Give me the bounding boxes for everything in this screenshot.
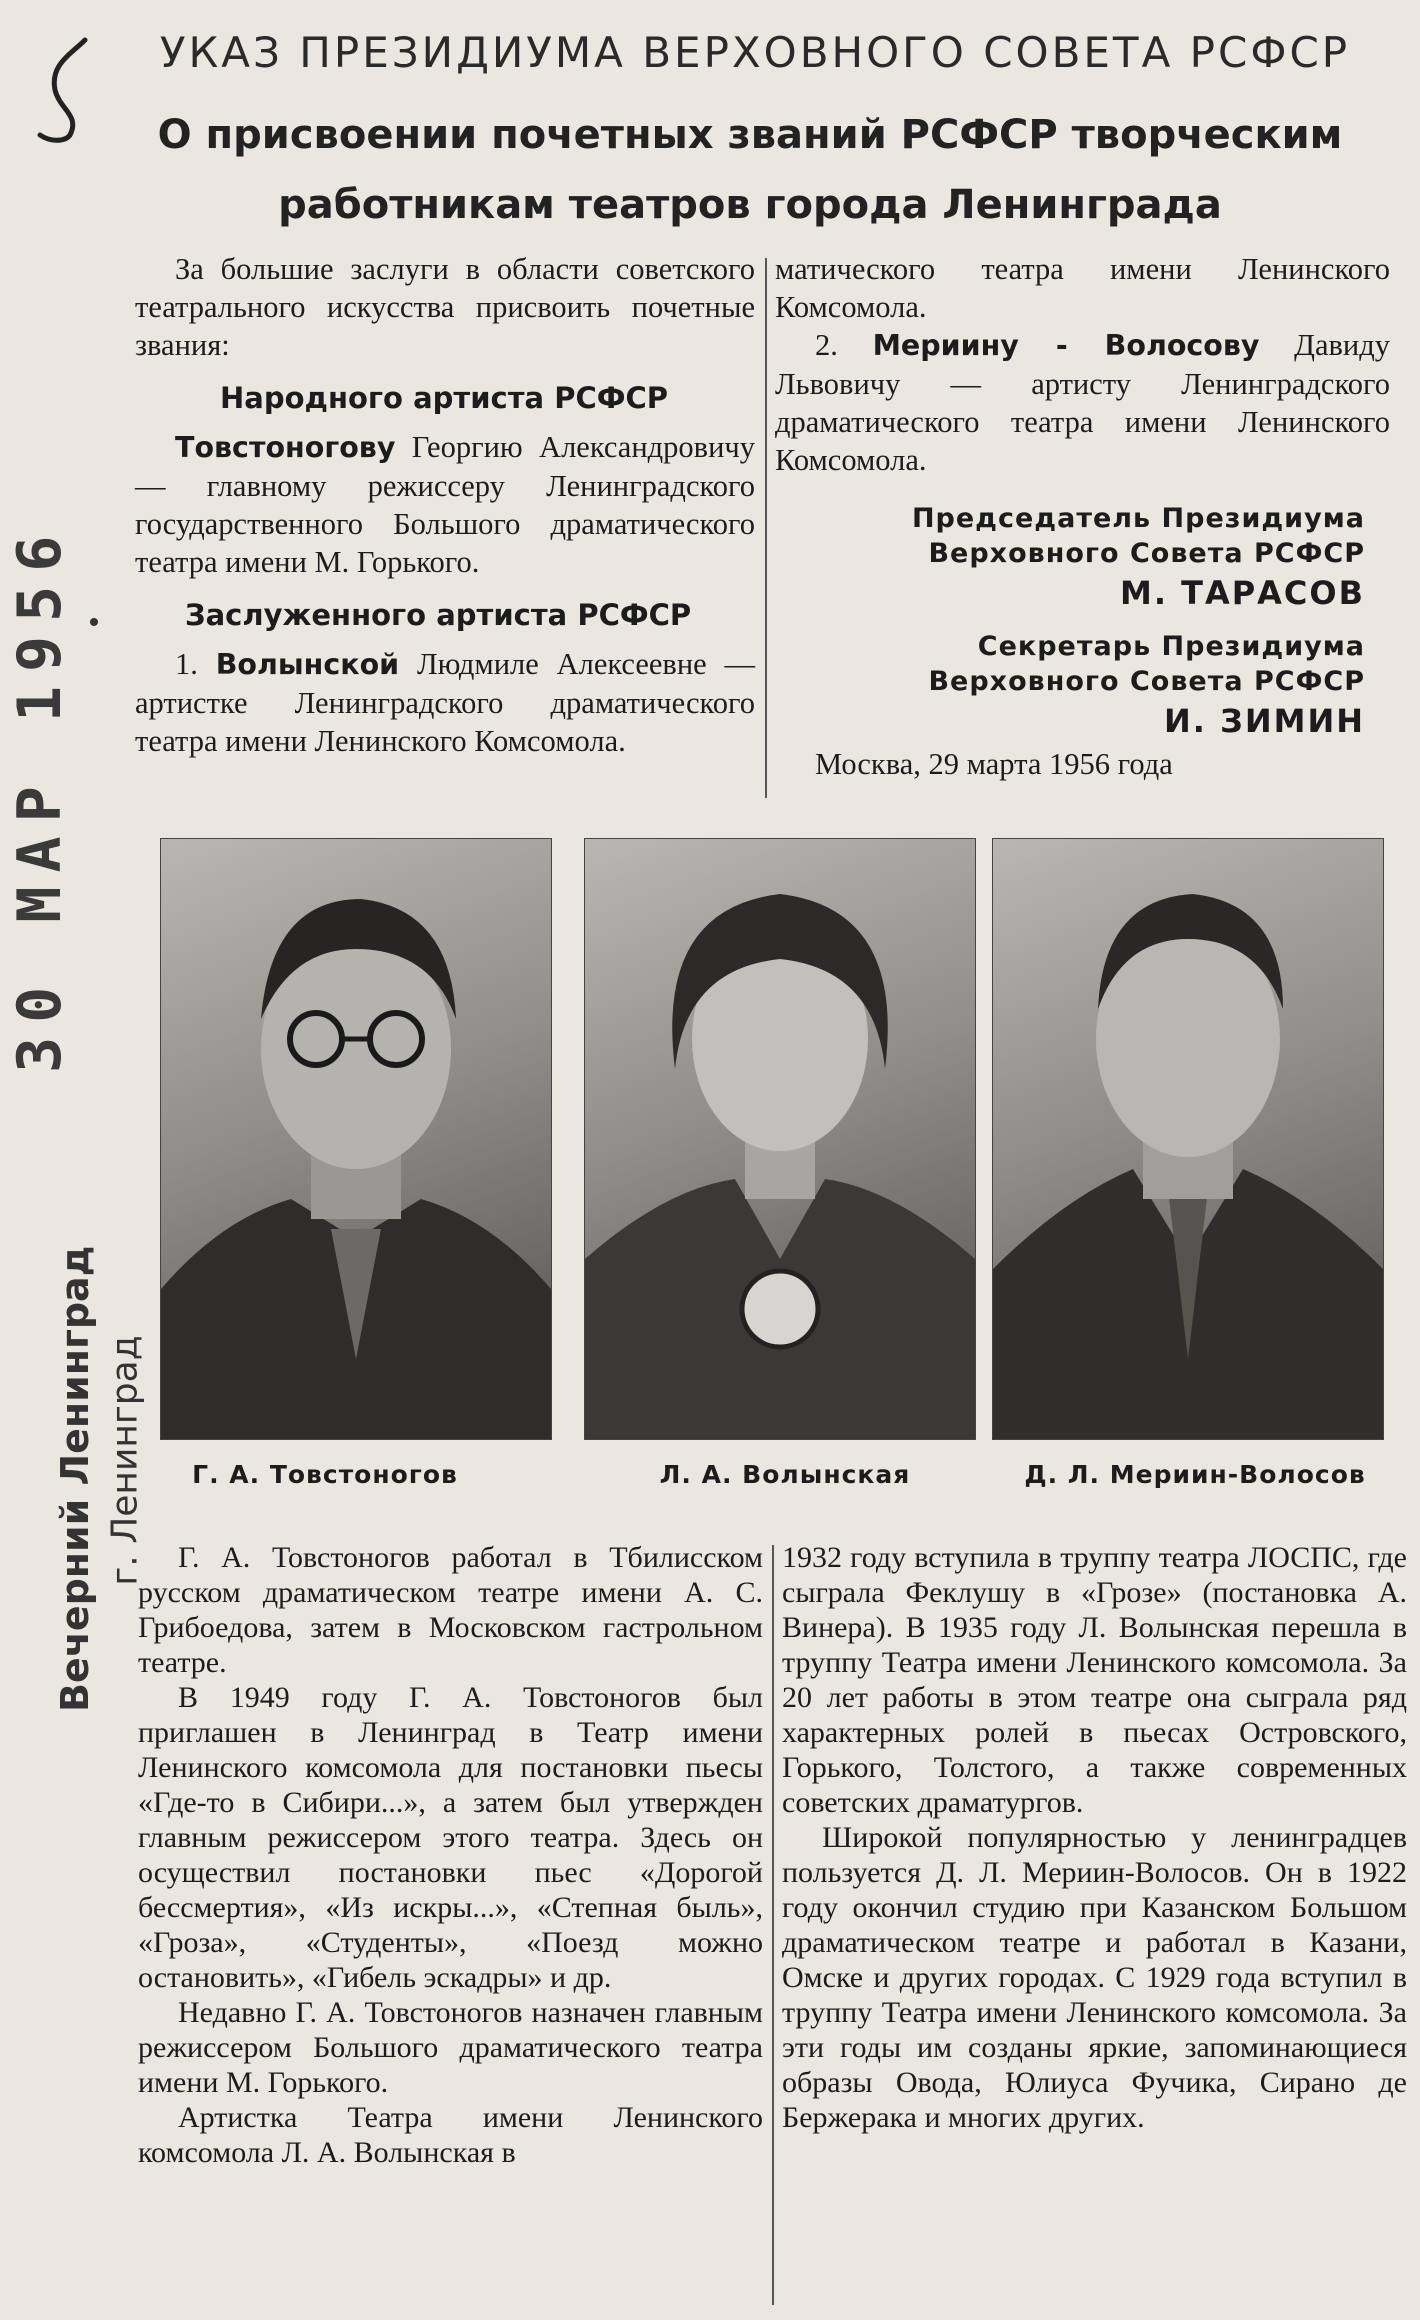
newspaper-city: г. Ленинград: [104, 1335, 146, 1586]
decree-item-tovstonogov: [135, 428, 755, 581]
secretary-name: И. ЗИМИН: [1164, 702, 1365, 740]
decree-item-1-continued: матического театра имени Ленинского Комсомола.: [775, 252, 1390, 324]
decree-title-line1: О присвоении почетных званий РСФСР творческим: [157, 112, 1343, 158]
column-rule-bottom: [772, 1545, 774, 2305]
article-p6: Широкой популярностью у ленинградцев пользуется Д. Л. Мериин-Волосов. Он в 1922 году окончил студию при Казанском Большом драматическом театре и работал в Казани, Омске и других городах. С 1929 года вступил в труппу Театра имени Ленинского комсомола. За эти годы им созданы яркие, запоминающиеся образы Овода, Юлиуса Фучика, Сирано де Бержерака и многих других.: [782, 1821, 1407, 2134]
decree-column-right: [775, 250, 1390, 783]
title-peoples-artist: Народного артиста РСФСР: [220, 381, 669, 415]
date-stamp: 30 МАР 1956: [5, 521, 75, 1073]
chair-name: М. ТАРАСОВ: [1119, 574, 1365, 612]
decree-intro: За большие заслуги в области советского театрального искусства присвоить почетные звания:: [135, 252, 755, 362]
item2-surname: Мериину - Волосову: [872, 329, 1260, 362]
chair-title-1: Председатель Президиума: [911, 503, 1365, 534]
article-column-left: [138, 1540, 763, 2170]
column-rule-top: [765, 258, 767, 798]
title-honored-artist: Заслуженного артиста РСФСР: [185, 598, 692, 632]
decree-title-line2: работникам театров города Ленинграда: [278, 182, 1222, 228]
article-p5: 1932 году вступила в труппу театра ЛОСПС, где сыграла Феклушу в «Грозе» (постановка А. Винера). В 1935 году Л. Волынская перешла в труппу Театра имени Ленинского комсомола. За 20 лет работы в этом театре она сыграла ряд характерных ролей в пьесах Островского, Горького, Толстого, а также современных советских драматургов.: [782, 1541, 1407, 1819]
decree-item-2: [775, 326, 1390, 479]
decree-column-left: [135, 250, 755, 758]
secretary-title-2: Верховного Совета РСФСР: [928, 666, 1365, 697]
chair-title-2: Верховного Совета РСФСР: [928, 538, 1365, 569]
decree-item-1: [135, 645, 755, 758]
photo-tovstonogov: [160, 838, 552, 1440]
caption-meriin-volosov: Д. Л. Мериин-Волосов: [1024, 1460, 1366, 1489]
decree-title: [140, 100, 1360, 240]
signatures: [775, 501, 1390, 743]
item2-details: Давиду Львовичу — артисту Ленинградского драматического театра имени Ленинского Комсомола.: [775, 328, 1390, 477]
item2-number: 2.: [815, 328, 873, 362]
secretary-title-1: Секретарь Президиума: [977, 631, 1365, 662]
article-p2: В 1949 году Г. А. Товстоногов был приглашен в Ленинград в Театр имени Ленинского комсомола для постановки пьесы «Где-то в Сибири...», а затем был утвержден главным режиссером этого театра. Здесь он осуществил постановки пьес «Дорогой бессмертия», «Из искры...», «Степная быль», «Гроза», «Студенты», «Поезд можно остановить», «Гибель эскадры» и др.: [138, 1681, 763, 1994]
article-p4: Артистка Театра имени Ленинского комсомола Л. А. Волынская в: [138, 2101, 763, 2169]
article-p3: Недавно Г. А. Товстоногов назначен главным режиссером Большого драматического театра имени М. Горького.: [138, 1996, 763, 2099]
item1-details: Людмиле Алексеевне — артистке Ленинградского драматического театра имени Ленинского Комсомола.: [135, 647, 755, 758]
tovstonogov-details: Георгию Александровичу — главному режиссеру Ленинградского государственного Большого драматического театра имени М. Горького.: [135, 430, 755, 579]
caption-volynskaya: Л. А. Волынская: [659, 1460, 911, 1489]
place-date: Москва, 29 марта 1956 года: [815, 747, 1173, 781]
article-column-right: [782, 1540, 1407, 2135]
handwritten-mark: [30, 30, 100, 150]
article-p1: Г. А. Товстоногов работал в Тбилисском русском драматическом театре имени А. С. Грибоедова, затем в Московском гастрольном театре.: [138, 1541, 763, 1679]
newspaper-name: Вечерний Ленинград: [53, 1245, 97, 1712]
photo-meriin-volosov: [992, 838, 1384, 1440]
item1-surname: Волынской: [215, 648, 400, 681]
photo-volynskaya: [584, 838, 976, 1440]
decree-heading: УКАЗ ПРЕЗИДИУМА ВЕРХОВНОГО СОВЕТА РСФСР: [159, 28, 1351, 77]
item1-number: 1.: [175, 647, 216, 681]
tovstonogov-surname: Товстоногову: [175, 431, 396, 464]
margin-dot: [90, 618, 98, 626]
caption-tovstonogov: Г. А. Товстоногов: [192, 1460, 458, 1489]
